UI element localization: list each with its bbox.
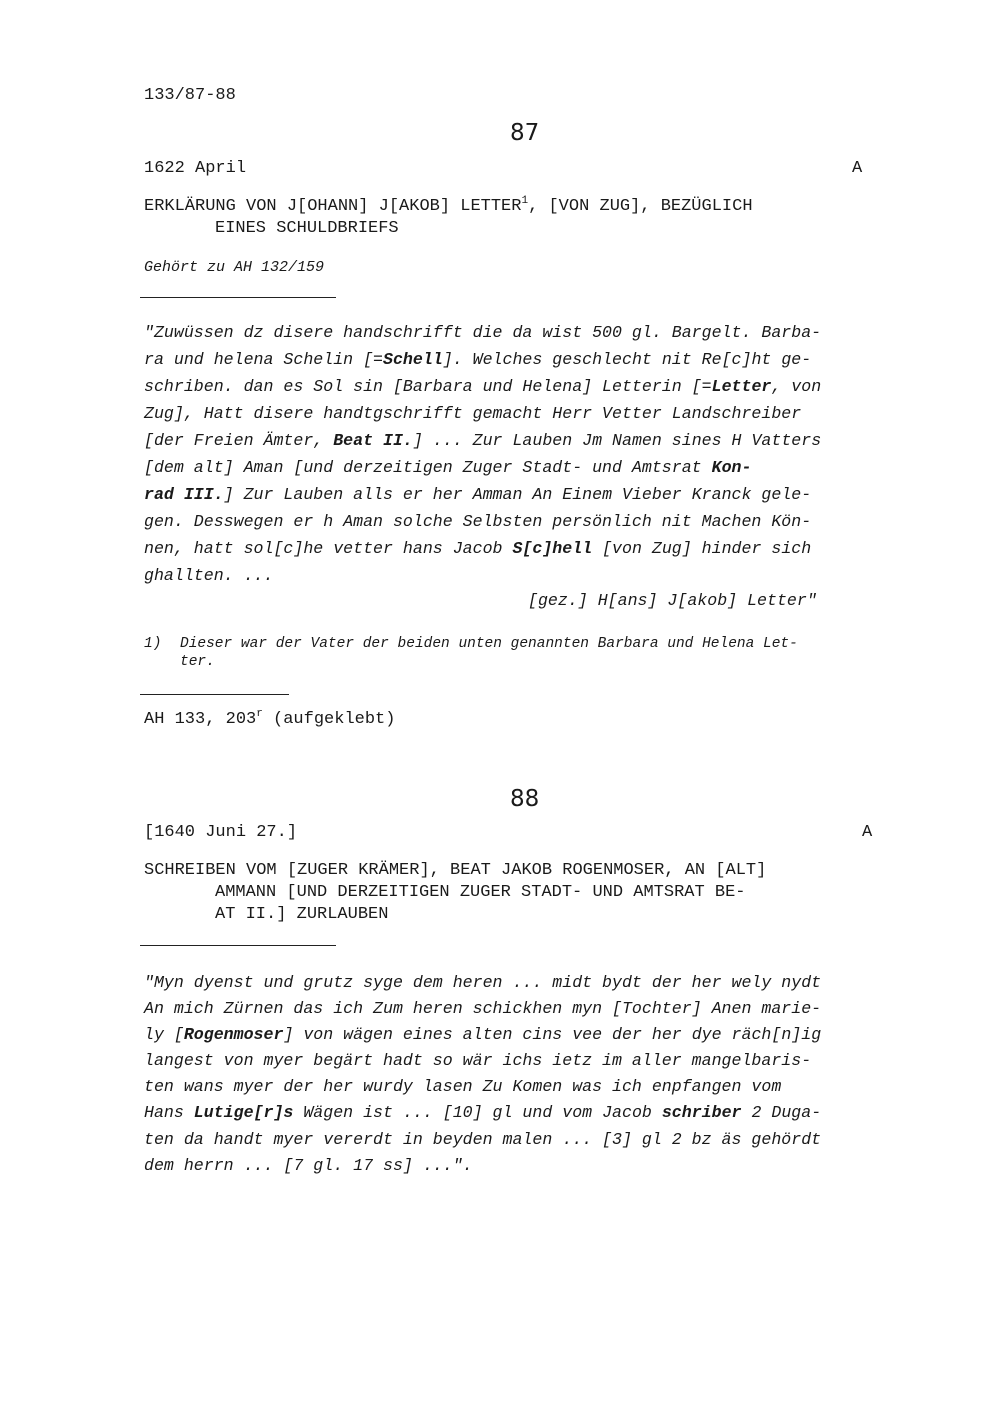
signature: [gez.] H[ans] J[akob] Letter" — [528, 591, 817, 610]
quote-line — [144, 485, 811, 504]
source-note: (aufgeklebt) — [262, 710, 396, 729]
quote-line — [144, 350, 811, 369]
quote-bold-name: Letter — [711, 377, 772, 396]
quote-text: ] ... Zur Lauben Jm Namen sines H Vatters — [412, 431, 822, 450]
quote-text: nen, hatt sol[c]he vetter hans Jacob — [144, 539, 513, 558]
doc87-date: 1622 April — [144, 159, 247, 178]
quote-line — [144, 377, 821, 396]
quote-line: ten da handt myer vererdt in beyden malen ... [3] gl 2 bz äs gehördt — [144, 1130, 822, 1149]
quote-line: gen. Desswegen er h Aman solche Selbsten persönlich nit Machen Kön- — [144, 512, 812, 531]
quote-text: ] Zur Lauben alls er her Amman An Einem Vieber Kranck gele- — [223, 485, 812, 504]
quote-text: , von — [771, 377, 822, 396]
quote-text: schriben. dan es Sol sin [Barbara und Helena] Letterin [= — [144, 377, 712, 396]
footnote-number: 1) — [144, 636, 162, 652]
document-number-87: 87 — [510, 120, 540, 146]
divider — [140, 945, 336, 946]
quote-line: Zug], Hatt disere handtgschrifft gemacht Herr Vetter Landschreiber — [144, 404, 802, 423]
doc87-title-line2: EINES SCHULDBRIEFS — [215, 219, 399, 238]
quote-text: ]. Welches geschlecht nit Re[c]ht ge- — [442, 350, 812, 369]
quote-line: An mich Zürnen das ich Zum heren schickhen myn [Tochter] Anen marie- — [144, 999, 822, 1018]
quote-line: ghallten. ... — [144, 566, 274, 585]
quote-text: 2 Duga- — [741, 1103, 822, 1122]
source-ref: AH 133, 203 — [144, 710, 257, 729]
quote-bold-name: S[c]hell — [512, 539, 593, 558]
doc87-title — [144, 197, 753, 216]
quote-bold-name: Rogenmoser — [183, 1025, 284, 1044]
doc87-source — [144, 710, 395, 729]
doc87-note: Gehört zu AH 132/159 — [144, 259, 325, 276]
quote-text: [der Freien Ämter, — [144, 431, 334, 450]
doc88-date: [1640 Juni 27.] — [144, 823, 298, 842]
quote-line — [144, 431, 821, 450]
quote-text: Wägen ist ... [10] gl und vom Jacob — [293, 1103, 662, 1122]
quote-bold-name: schriber — [661, 1103, 742, 1122]
quote-line: langest von myer begärt hadt so wär ichs ietz im aller mangelbaris- — [144, 1051, 812, 1070]
doc88-type: A — [862, 823, 873, 842]
quote-line: "Myn dyenst und grutz syge dem heren ... midt bydt der her wely nydt — [144, 973, 822, 992]
quote-bold-name: Schell — [383, 350, 443, 369]
doc88-title-line1: SCHREIBEN VOM [ZUGER KRÄMER], BEAT JAKOB ROGENMOSER, AN [ALT] — [144, 861, 767, 880]
quote-text: ra und helena Schelin [= — [144, 350, 383, 369]
quote-bold-name: rad III. — [144, 485, 224, 504]
quote-text: [dem alt] Aman [und derzeitigen Zuger Stadt- und Amtsrat — [144, 458, 712, 477]
footnote-text-cont: ter. — [180, 654, 215, 670]
doc87-title-line1: ERKLÄRUNG VON J[OHANN] J[AKOB] LETTER — [144, 197, 522, 216]
divider — [140, 297, 336, 298]
quote-text: ] von wägen eines alten cins vee der her dye räch[n]ig — [283, 1025, 822, 1044]
quote-line: dem herrn ... [7 gl. 17 ss] ...". — [144, 1156, 473, 1175]
footnote-text: Dieser war der Vater der beiden unten genannten Barbara und Helena Let- — [180, 636, 798, 652]
header-reference: 133/87-88 — [144, 86, 236, 105]
quote-line — [144, 1025, 821, 1044]
footnote-marker: 1 — [521, 195, 529, 207]
quote-text: ly [ — [144, 1025, 184, 1044]
quote-line: "Zuwüssen dz disere handschrifft die da wist 500 gl. Bargelt. Barba- — [144, 323, 822, 342]
source-folio-side: r — [256, 708, 263, 720]
doc88-title-line3: AT II.] ZURLAUBEN — [215, 905, 389, 924]
quote-text: [von Zug] hinder sich — [592, 539, 812, 558]
quote-line — [144, 1103, 821, 1122]
doc87-type: A — [852, 159, 863, 178]
document-number-88: 88 — [510, 786, 540, 812]
quote-line: ten wans myer der her wurdy lasen Zu Komen was ich enpfangen vom — [144, 1077, 782, 1096]
doc88-title-line2: AMMANN [UND DERZEITIGEN ZUGER STADT- UND AMTSRAT BE- — [215, 883, 746, 902]
quote-text: Hans — [144, 1103, 194, 1122]
quote-bold-name: Lutige[r]s — [193, 1103, 294, 1122]
quote-line — [144, 539, 811, 558]
quote-bold-name: Kon- — [711, 458, 752, 477]
doc87-title-line1-rest: , [VON ZUG], BEZÜGLICH — [528, 197, 753, 216]
quote-bold-name: Beat II. — [333, 431, 413, 450]
quote-line — [144, 458, 751, 477]
divider — [140, 694, 289, 695]
